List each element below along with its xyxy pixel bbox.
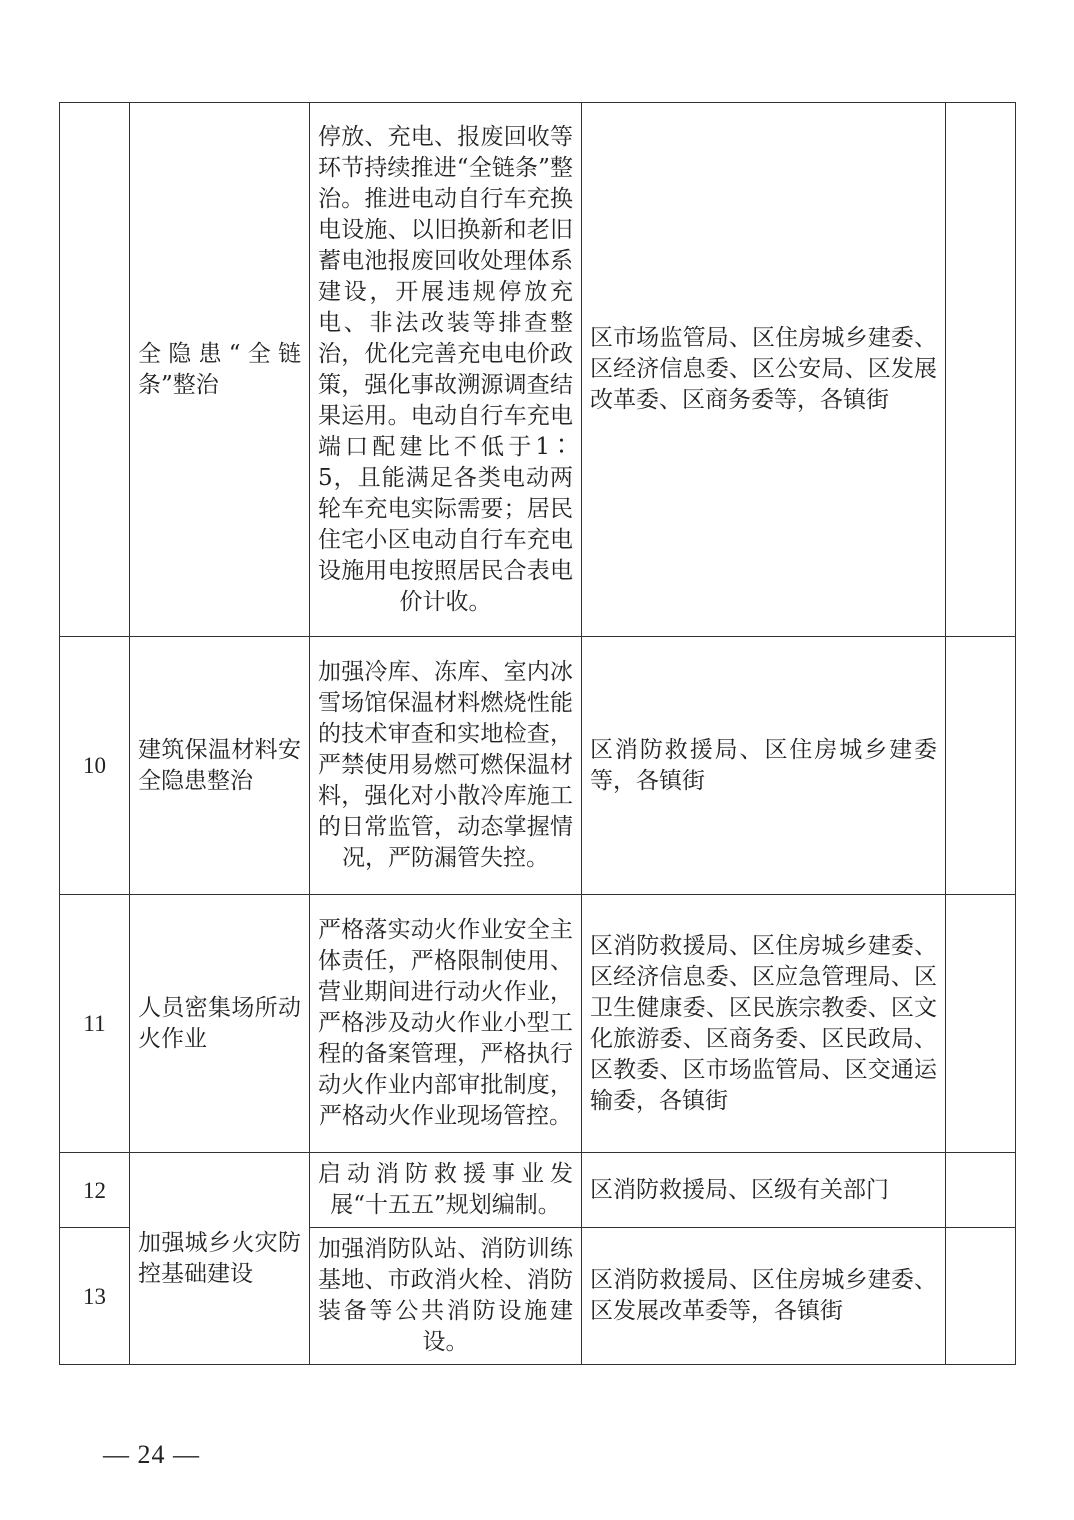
task-measures: 启动消防救援事业发展“十五五”规划编制。 <box>310 1153 582 1228</box>
remark-cell <box>946 1228 1016 1365</box>
task-name: 建筑保温材料安全隐患整治 <box>130 637 310 895</box>
row-number: 12 <box>60 1153 130 1228</box>
remark-cell <box>946 103 1016 637</box>
task-measures: 加强消防队站、消防训练基地、市政消火栓、消防装备等公共消防设施建设。 <box>310 1228 582 1365</box>
responsible-departments: 区消防救援局、区住房城乡建委、区发展改革委等，各镇街 <box>582 1228 946 1365</box>
task-measures: 严格落实动火作业安全主体责任，严格限制使用、营业期间进行动火作业，严格涉及动火作业小型工程的备案管理，严格执行动火作业内部审批制度，严格动火作业现场管控。 <box>310 895 582 1153</box>
table-row <box>60 895 1016 1153</box>
task-name: 人员密集场所动火作业 <box>130 895 310 1153</box>
task-measures: 加强冷库、冻库、室内冰雪场馆保温材料燃烧性能的技术审查和实地检查，严禁使用易燃可燃保温材料，强化对小散冷库施工的日常监管，动态掌握情况，严防漏管失控。 <box>310 637 582 895</box>
task-measures: 停放、充电、报废回收等环节持续推进“全链条”整治。推进电动自行车充换电设施、以旧换新和老旧蓄电池报废回收处理体系建设，开展违规停放充电、非法改装等排查整治，优化完善充电电价政策，强化事故溯源调查结果运用。电动自行车充电端口配建比不低于1∶5，且能满足各类电动两轮车充电实际需要；居民住宅小区电动自行车充电设施用电按照居民合表电价计收。 <box>310 103 582 637</box>
task-name: 全隐患“全链条”整治 <box>130 103 310 637</box>
task-table <box>59 102 1016 1365</box>
row-number: 10 <box>60 637 130 895</box>
page-number: — 24 — <box>103 1440 200 1469</box>
row-number: 11 <box>60 895 130 1153</box>
task-name: 加强城乡火灾防控基础建设 <box>130 1153 310 1365</box>
remark-cell <box>946 895 1016 1153</box>
row-number: 13 <box>60 1228 130 1365</box>
remark-cell <box>946 1153 1016 1228</box>
table-row <box>60 1153 1016 1228</box>
responsible-departments: 区消防救援局、区住房城乡建委、区经济信息委、区应急管理局、区卫生健康委、区民族宗教委、区文化旅游委、区商务委、区民政局、区教委、区市场监管局、区交通运输委，各镇街 <box>582 895 946 1153</box>
remark-cell <box>946 637 1016 895</box>
row-number <box>60 103 130 637</box>
responsible-departments: 区消防救援局、区住房城乡建委等，各镇街 <box>582 637 946 895</box>
responsible-departments: 区消防救援局、区级有关部门 <box>582 1153 946 1228</box>
responsible-departments: 区市场监管局、区住房城乡建委、区经济信息委、区公安局、区发展改革委、区商务委等，各镇街 <box>582 103 946 637</box>
table-row <box>60 637 1016 895</box>
table-row <box>60 103 1016 637</box>
